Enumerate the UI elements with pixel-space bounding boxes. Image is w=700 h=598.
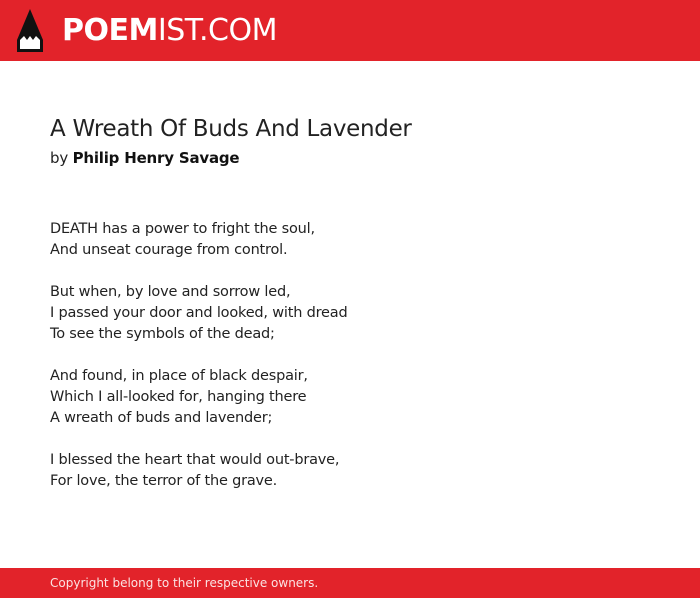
poem-title: A Wreath Of Buds And Lavender [50, 116, 412, 142]
poem-body [50, 219, 347, 513]
stanza [50, 450, 347, 492]
byline [50, 149, 239, 167]
brand-bold: POEM [62, 13, 158, 48]
stanza [50, 366, 347, 429]
stanza [50, 282, 347, 345]
poem-line: DEATH has a power to fright the soul, [50, 221, 315, 237]
poem-line: To see the symbols of the dead; [50, 326, 275, 342]
author-name[interactable]: Philip Henry Savage [72, 149, 240, 167]
poem-line: Which I all-looked for, hanging there [50, 389, 307, 405]
poem-line: And found, in place of black despair, [50, 368, 308, 384]
poem-line: I passed your door and looked, with dread [50, 305, 348, 321]
poem-line: A wreath of buds and lavender; [50, 410, 273, 426]
by-label: by [50, 149, 68, 167]
site-logo-text[interactable] [62, 11, 277, 51]
pencil-logo-icon[interactable] [17, 9, 43, 52]
stanza [50, 219, 347, 261]
poem-line: And unseat courage from control. [50, 242, 288, 258]
poem-line: For love, the terror of the grave. [50, 473, 278, 489]
copyright-text: Copyright belong to their respective owners. [50, 576, 319, 590]
poem-line: I blessed the heart that would out-brave, [50, 452, 340, 468]
site-header [0, 0, 700, 61]
site-footer [0, 568, 700, 598]
poem-line: But when, by love and sorrow led, [50, 284, 291, 300]
brand-light: IST.COM [157, 13, 277, 48]
